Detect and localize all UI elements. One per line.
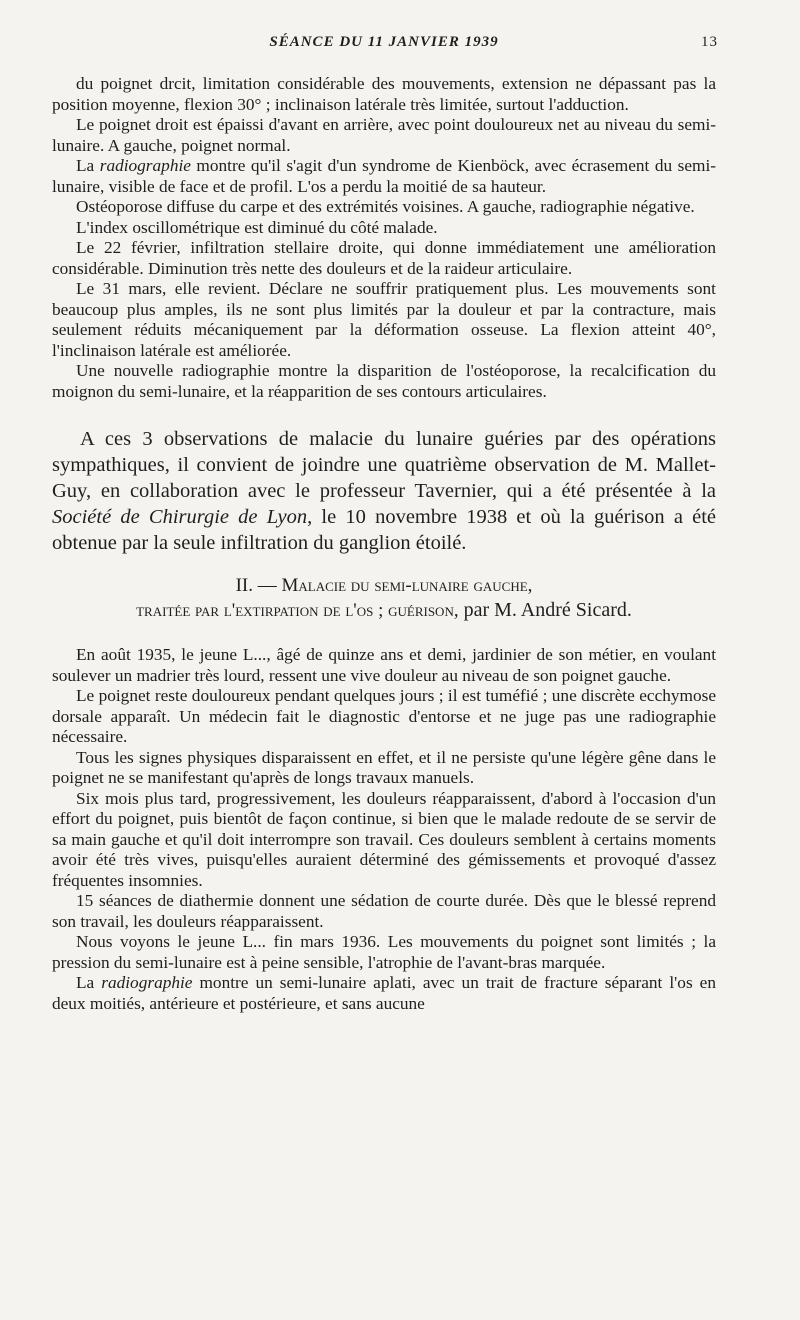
paragraph: Nous voyons le jeune L... fin mars 1936. Les mouvements du poignet sont limités ; la pression du semi-lunaire est à peine sensible, l'atrophie de l'avant-bras marquée. <box>52 932 716 972</box>
paragraph: Une nouvelle radiographie montre la disparition de l'ostéoporose, la recalcification du moignon du semi-lunaire, et la réapparition de ses contours articulaires. <box>52 361 716 401</box>
italic-term: radiographie <box>99 156 191 175</box>
case-report-2 <box>52 645 716 1014</box>
paragraph: Tous les signes physiques disparaissent en effet, et il ne persiste qu'une légère gêne dans le poignet ne se manifestant qu'après de longs travaux manuels. <box>52 747 716 787</box>
section-title-text: traitée par l'extirpation de l'os ; guérison, <box>136 600 459 621</box>
paragraph: Le poignet droit est épaissi d'avant en arrière, avec point douloureux net au niveau du semi-lunaire. A gauche, poignet normal. <box>52 115 716 155</box>
section-heading-line-2 <box>52 598 716 623</box>
case-report-1 <box>52 74 716 402</box>
paragraph: Ostéoporose diffuse du carpe et des extrémités voisines. A gauche, radiographie négative. <box>76 197 695 216</box>
italic-term: Société de Chirurgie de Lyon <box>52 506 308 528</box>
section-author: par M. André Sicard. <box>458 599 632 621</box>
paragraph: En août 1935, le jeune L..., âgé de quinze ans et demi, jardinier de son métier, en voulant soulever un madrier très lourd, ressent une vive douleur au niveau de son poignet gauche. <box>52 645 716 685</box>
running-header <box>52 34 716 58</box>
paragraph: du poignet drcit, limitation considérable des mouvements, extension ne dépassant pas la position moyenne, flexion 30° ; inclinaison latérale très limitée, surtout l'adduction. <box>52 74 716 114</box>
paragraph: L'index oscillométrique est diminué du côté malade. <box>76 217 438 237</box>
header-title: SÉANCE DU 11 JANVIER 1939 <box>269 34 499 50</box>
paragraph: 15 séances de diathermie donnent une sédation de courte durée. Dès que le blessé reprend son travail, les douleurs réapparaissent. <box>52 891 716 931</box>
document-page <box>52 34 716 1014</box>
section-title-text: Malacie du semi-lunaire gauche, <box>281 575 533 596</box>
paragraph <box>52 973 716 1014</box>
paragraph <box>52 156 716 197</box>
paragraph <box>52 426 716 556</box>
text: montre un semi-lunaire aplati, avec un trait de fracture séparant l'os en deux moitiés, antérieure et postérieure, et sans aucune <box>52 973 716 1013</box>
paragraph: Le poignet reste douloureux pendant quelques jours ; il est tuméfié ; une discrète ecchymose dorsale apparaît. Un médecin fait le diagnostic d'entorse et ne juge pas une radiographie nécessaire. <box>52 686 716 746</box>
italic-term: radiographie <box>101 973 193 992</box>
paragraph: Le 31 mars, elle revient. Déclare ne souffrir pratiquement plus. Les mouvements sont beaucoup plus amples, ils ne sont plus limités par la douleur et par la contracture, mais seulement réduits mécaniquement par la déformation osseuse. La flexion atteint 40°, l'inclinaison latérale est améliorée. <box>52 279 716 360</box>
paragraph: Le 22 février, infiltration stellaire droite, qui donne immédiatement une amélioration considérable. Diminution très nette des douleurs et de la raideur articulaire. <box>52 238 716 278</box>
text: La <box>76 156 100 175</box>
text: montre qu'il s'agit d'un syndrome de Kienböck, avec écrasement du semi-lunaire, visible de face et de profil. L'os a perdu la moitié de sa hauteur. <box>52 156 716 196</box>
section-heading-line-1 <box>52 574 716 598</box>
section-number: II. — <box>235 575 282 596</box>
paragraph: Six mois plus tard, progressivement, les douleurs réapparaissent, d'abord à l'occasion d'un effort du poignet, puis bientôt de façon continue, si bien que le malade redoute de se servir de sa main gauche et qu'il doit interrompre son travail. Ces douleurs semblent à certains moments avoir été très vives, puisqu'elles auraient déterminé des gémissements et provoqué d'assez fréquentes insomnies. <box>52 788 716 890</box>
page-number: 13 <box>701 34 718 50</box>
commentary <box>52 426 716 556</box>
text: La <box>76 973 102 992</box>
text: , le 10 novembre 1938 et où la guérison a été obtenue par la seule infiltration du ganglion étoilé. <box>52 506 716 554</box>
text: A ces 3 observations de malacie du lunaire guéries par des opérations sympathiques, il convient de joindre une quatrième observation de M. Mallet-Guy, en collaboration avec le professeur Tavernier, qui a été présentée à la <box>52 428 716 502</box>
section-heading <box>52 574 716 623</box>
